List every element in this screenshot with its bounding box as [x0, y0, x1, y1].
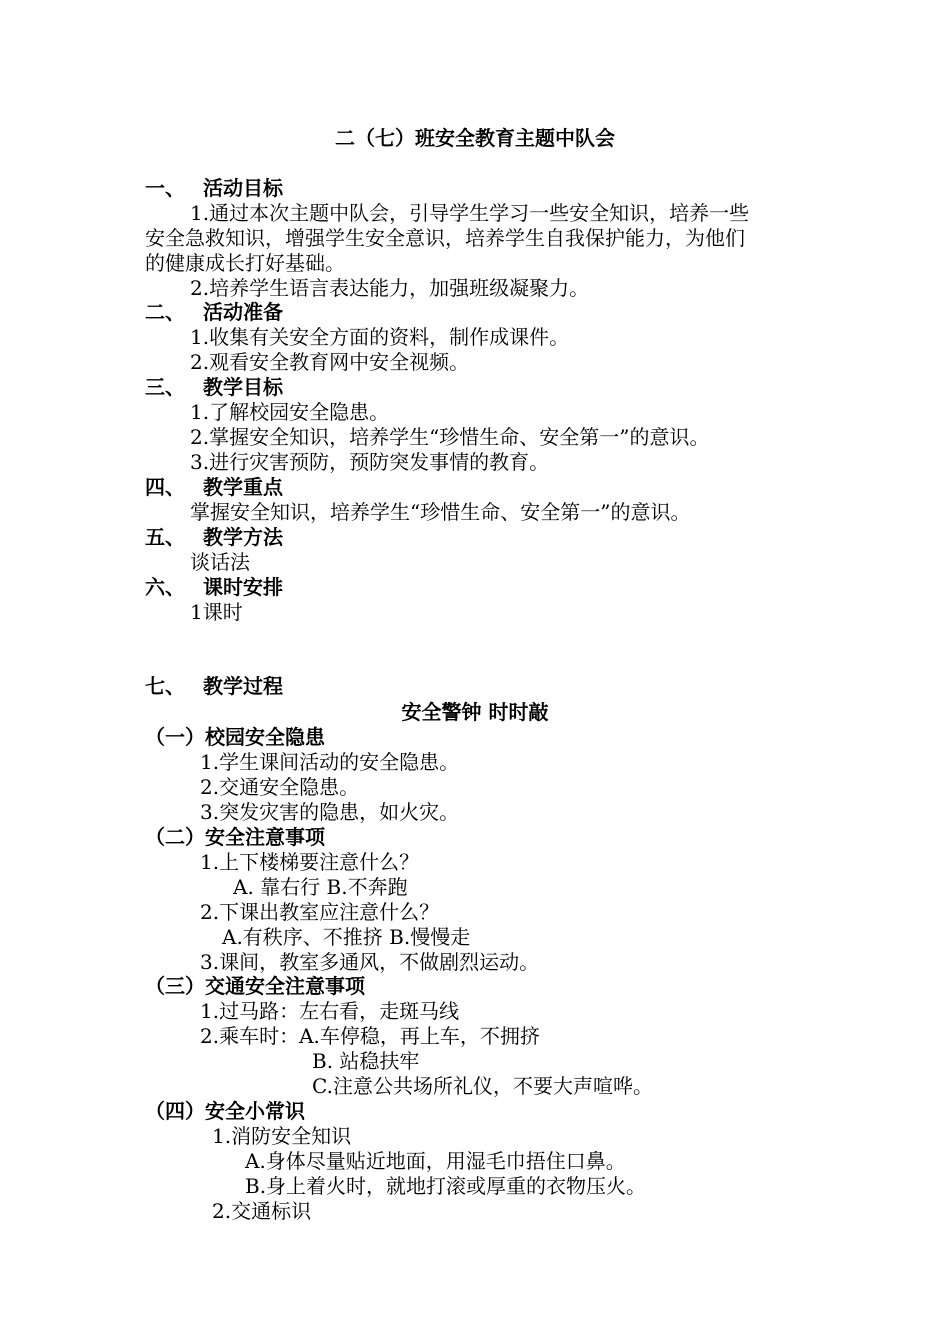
section-heading	[145, 575, 283, 599]
subtitle: 安全警钟 时时敲	[401, 700, 549, 724]
section-number: 二、	[145, 300, 185, 324]
section-line: 3.进行灾害预防，预防突发事情的教育。	[190, 450, 550, 474]
subsection-title: 交通安全注意事项	[205, 974, 365, 998]
section-line: 安全急救知识，增强学生安全意识，培养学生自我保护能力，为他们	[145, 226, 745, 250]
subsection-line: A.身体尽量贴近地面，用湿毛巾捂住口鼻。	[245, 1149, 626, 1173]
subsection-line: 1.过马路：左右看，走斑马线	[200, 999, 460, 1023]
subsection-number: （二）	[145, 825, 205, 849]
section-number: 五、	[145, 525, 185, 549]
section-title: 教学重点	[203, 475, 283, 499]
section-line: 的健康成长打好基础。	[145, 251, 345, 275]
subsection-title: 安全小常识	[205, 1099, 305, 1123]
section-line: 1.了解校园安全隐患。	[190, 400, 390, 424]
subsection-line: C.注意公共场所礼仪，不要大声喧哗。	[312, 1074, 653, 1098]
section-heading	[145, 475, 283, 499]
subsection-title: 校园安全隐患	[205, 725, 325, 749]
subsection-line: 2.交通标识	[212, 1199, 312, 1223]
section-line: 掌握安全知识，培养学生“珍惜生命、安全第一”的意识。	[190, 500, 691, 524]
section-line: 1.通过本次主题中队会，引导学生学习一些安全知识，培养一些	[190, 201, 750, 225]
section-number: 七、	[145, 674, 185, 698]
subsection-line: 2.交通安全隐患。	[200, 775, 360, 799]
section-heading	[145, 300, 283, 324]
subsection-line: 1.消防安全知识	[212, 1124, 352, 1148]
subsection-line: 3.突发灾害的隐患，如火灾。	[200, 800, 460, 824]
subsection-line: 3.课间，教室多通风，不做剧烈运动。	[200, 950, 540, 974]
subsection-line: 1.学生课间活动的安全隐患。	[200, 750, 460, 774]
section-title: 教学过程	[203, 674, 283, 698]
section-line: 1.收集有关安全方面的资料，制作成课件。	[190, 325, 570, 349]
section-number: 一、	[145, 176, 185, 200]
section-line: 1课时	[190, 600, 243, 624]
section-title: 课时安排	[203, 575, 283, 599]
subsection-heading	[145, 1099, 305, 1123]
section-line: 谈话法	[190, 550, 250, 574]
subsection-number: （三）	[145, 974, 205, 998]
section-title: 教学目标	[203, 375, 283, 399]
subsection-title: 安全注意事项	[205, 825, 325, 849]
subsection-number: （四）	[145, 1099, 205, 1123]
document-title: 二（七）班安全教育主题中队会	[335, 126, 615, 150]
section-heading	[145, 525, 283, 549]
subsection-line: 2.下课出教室应注意什么？	[200, 900, 440, 924]
section-title: 活动目标	[203, 176, 283, 200]
section-title: 活动准备	[203, 300, 283, 324]
section-number: 四、	[145, 475, 185, 499]
section-line: 2.观看安全教育网中安全视频。	[190, 350, 470, 374]
subsection-line: A. 靠右行 B.不奔跑	[233, 875, 408, 899]
section-title: 教学方法	[203, 525, 283, 549]
subsection-line: 1.上下楼梯要注意什么？	[200, 850, 420, 874]
subsection-line: B.身上着火时，就地打滚或厚重的衣物压火。	[245, 1174, 647, 1198]
section-heading	[145, 176, 283, 200]
subsection-line: A.有秩序、不推挤 B.慢慢走	[222, 925, 471, 949]
subsection-heading	[145, 974, 365, 998]
subsection-line: 2.乘车时：A.车停稳，再上车，不拥挤	[200, 1024, 540, 1048]
section-number: 六、	[145, 575, 185, 599]
subsection-heading	[145, 725, 325, 749]
section-heading	[145, 375, 283, 399]
section-line: 2.掌握安全知识，培养学生“珍惜生命、安全第一”的意识。	[190, 425, 710, 449]
section-heading	[145, 674, 283, 698]
subsection-heading	[145, 825, 325, 849]
subsection-line: B. 站稳扶牢	[312, 1049, 420, 1073]
subsection-number: （一）	[145, 725, 205, 749]
section-number: 三、	[145, 375, 185, 399]
section-line: 2.培养学生语言表达能力，加强班级凝聚力。	[190, 276, 590, 300]
